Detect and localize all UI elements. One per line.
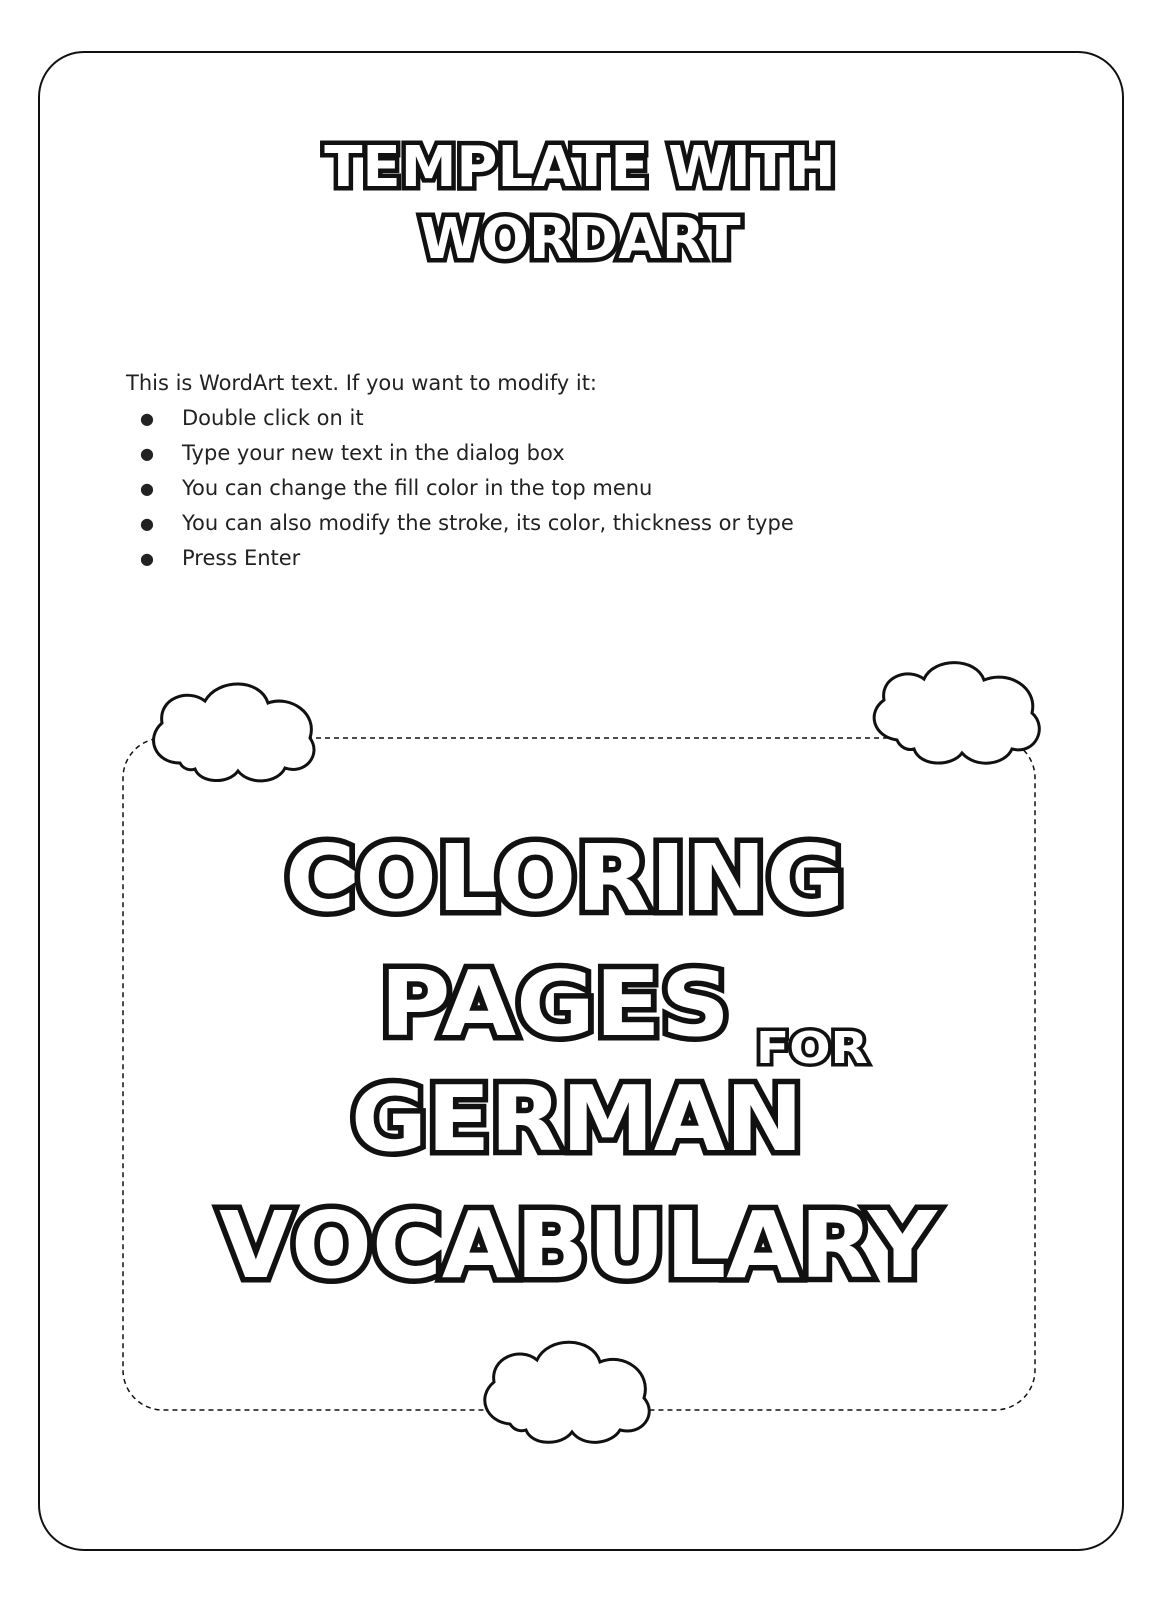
bullet-icon: ● (140, 409, 154, 428)
instructions-intro: This is WordArt text. If you want to modify it: (126, 371, 598, 395)
list-item-text: You can also modify the stroke, its color, thickness or type (182, 511, 794, 535)
bullet-icon: ● (140, 479, 154, 498)
list-item (126, 436, 1026, 471)
list-item-text: Type your new text in the dialog box (182, 441, 565, 465)
bullet-icon: ● (140, 444, 154, 463)
instructions-block (126, 366, 1026, 576)
wordart-line-4: VOCABULARY (219, 1192, 939, 1299)
wordart-line-3: GERMAN (351, 1067, 803, 1172)
list-item (126, 471, 1026, 506)
list-item-text: Double click on it (182, 406, 364, 430)
list-item-text: Press Enter (182, 546, 301, 570)
wordart-line-2: PAGES (380, 952, 730, 1057)
list-item (126, 506, 1026, 541)
wordart-line-2-small: FOR (756, 1023, 868, 1074)
wordart-line-1: COLORING (285, 825, 845, 932)
heading-line-1: TEMPLATE WITH (323, 135, 836, 200)
instructions-list (126, 401, 1026, 576)
bullet-icon: ● (140, 514, 154, 533)
page-heading[interactable] (0, 128, 1159, 278)
list-item (126, 541, 1026, 576)
list-item (126, 401, 1026, 436)
list-item-text: You can change the fill color in the top menu (182, 476, 653, 500)
bullet-icon: ● (140, 549, 154, 568)
heading-wordart[interactable] (230, 128, 930, 278)
heading-line-2: WORDART (418, 207, 741, 272)
